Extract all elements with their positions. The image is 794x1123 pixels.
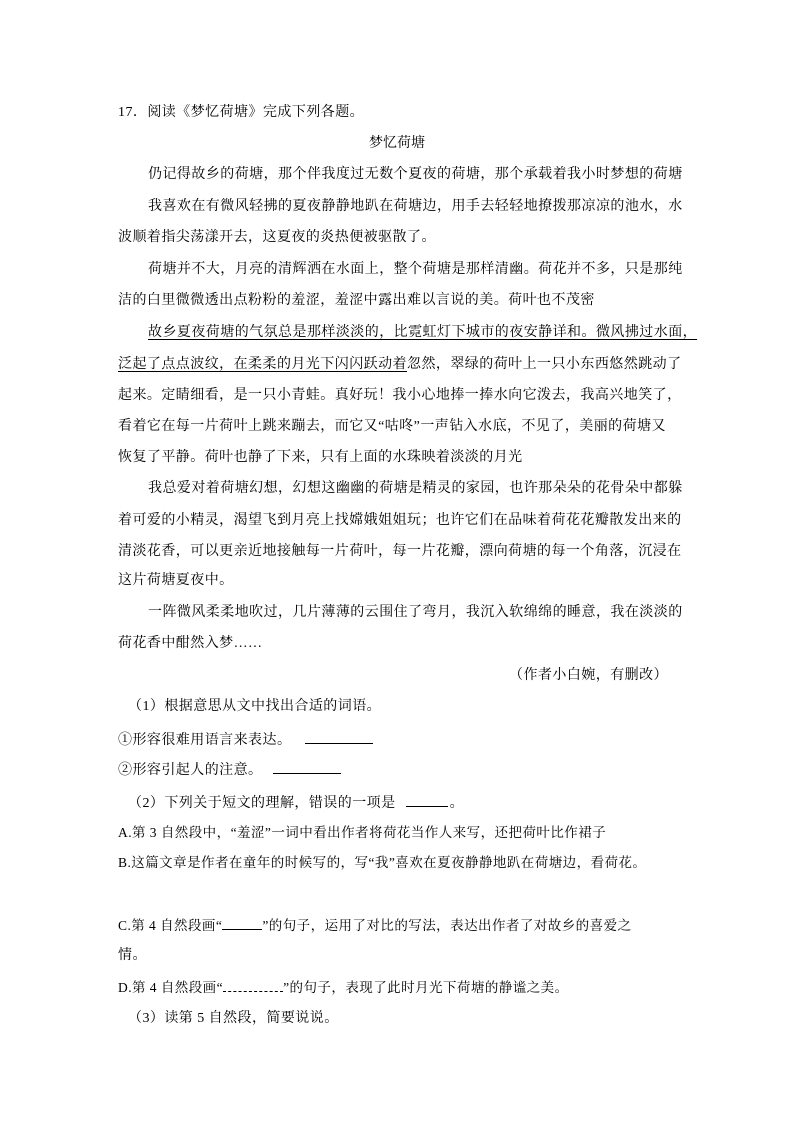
- p4-line: 看着它在每一片荷叶上跳来蹦去，而它又“咕咚”一声钻入水底，不见了，美丽的荷塘又: [118, 419, 666, 434]
- q1-item-a: [118, 731, 373, 750]
- p6-line: 一阵微风柔柔地吹过，几片薄薄的云围住了弯月，我沉入软绵绵的睡意，我在淡淡的: [148, 605, 683, 620]
- answer-blank[interactable]: [273, 761, 341, 774]
- p4-line: 恢复了平静。荷叶也静了下来，只有上面的水珠映着淡淡的月光: [118, 450, 523, 465]
- passage-title: 梦忆荷塘: [369, 136, 425, 151]
- answer-blank[interactable]: [406, 794, 448, 807]
- text: ”的句子，运用了对比的写法，表达出作者了对故乡的喜爱之: [262, 918, 632, 933]
- underlined-sentence: 泛起了点点波纹，在柔柔的月光下闪闪跃动着: [118, 357, 407, 372]
- text: （2）下列关于短文的理解，错误的一项是: [128, 796, 396, 811]
- q1-prompt: （1）根据意思从文中找出合适的词语。: [128, 699, 382, 714]
- underlined-sentence: 故乡夏夜荷塘的气氛总是那样淡淡的，比霓虹灯下城市的夜安静详和。: [148, 325, 596, 340]
- q2-option-d: [118, 979, 569, 997]
- text: C.第 4 自然段画“: [118, 918, 223, 933]
- p5-line: 我总爱对着荷塘幻想，幻想这幽幽的荷塘是精灵的家园，也许那朵朵的花骨朵中都躲: [148, 481, 683, 496]
- attribution: （作者小白婉，有删改）: [509, 668, 668, 683]
- p2-line: 波顺着指尖荡漾开去，这夏夜的炎热便被驱散了。: [118, 230, 436, 245]
- text: 。: [449, 796, 465, 811]
- p5-line: 着可爱的小精灵，渴望飞到月亮上找嫦娥姐姐玩；也许它们在品味着荷花花瓣散发出来的: [118, 513, 682, 528]
- q1-item-b: [118, 761, 341, 780]
- p5-line: 清淡花香，可以更亲近地接触每一片荷叶，每一片花瓣，漂向荷塘的每一个角落，沉浸在: [118, 544, 682, 559]
- p3-line: 荷塘并不大，月亮的清辉洒在水面上，整个荷塘是那样清幽。荷花并不多，只是那纯: [148, 262, 683, 277]
- text: 忽然，翠绿的荷叶上一只小东西悠然跳动了: [407, 357, 682, 372]
- p2-line: 我喜欢在有微风轻拂的夏夜静静地趴在荷塘边，用手去轻轻地撩拨那凉凉的池水，水: [148, 199, 683, 214]
- p4-line: [148, 324, 697, 342]
- answer-blank[interactable]: [305, 731, 373, 744]
- q2-option-c: [118, 917, 631, 935]
- q3-prompt: （3）读第 5 自然段，简要说说。: [128, 1011, 339, 1026]
- q2-option-a: A.第 3 自然段中，“羞涩”一词中看出作者将荷花当作人来写，还把荷叶比作裙子: [118, 825, 607, 840]
- p6-line: 荷花香中酣然入梦……: [118, 636, 263, 651]
- underline-blank: [222, 917, 262, 930]
- q2-option-b: B.这篇文章是作者在童年的时候写的，写“我”喜欢在夏夜静静地趴在荷塘边，看荷花。: [118, 855, 647, 870]
- p4-line: 起来。定睛细看，是一只小青蛙。真好玩！我小心地捧一捧水向它泼去，我高兴地笑了，: [118, 388, 682, 403]
- text: ①形容很难用语言来表达。: [118, 733, 292, 748]
- text: ”的句子，表现了此时月光下荷塘的静谧之美。: [283, 980, 569, 995]
- q2-option-c-cont: 情。: [118, 948, 147, 963]
- p3-line: 洁的白里微微透出点粉粉的羞涩，羞涩中露出难以言说的美。荷叶也不茂密: [118, 293, 595, 308]
- text: ②形容引起人的注意。: [118, 763, 263, 778]
- q2-prompt: [128, 794, 464, 813]
- p4-line: [118, 356, 682, 374]
- underline-blank: [223, 979, 283, 992]
- underlined-sentence: 微风拂过水面，: [595, 325, 698, 340]
- question-header: 17．阅读《梦忆荷塘》完成下列各题。: [118, 105, 365, 120]
- p5-line: 这片荷塘夏夜中。: [118, 573, 234, 588]
- text: D.第 4 自然段画“: [118, 980, 224, 995]
- p1-line: 仍记得故乡的荷塘，那个伴我度过无数个夏夜的荷塘，那个承载着我小时梦想的荷塘: [148, 167, 683, 182]
